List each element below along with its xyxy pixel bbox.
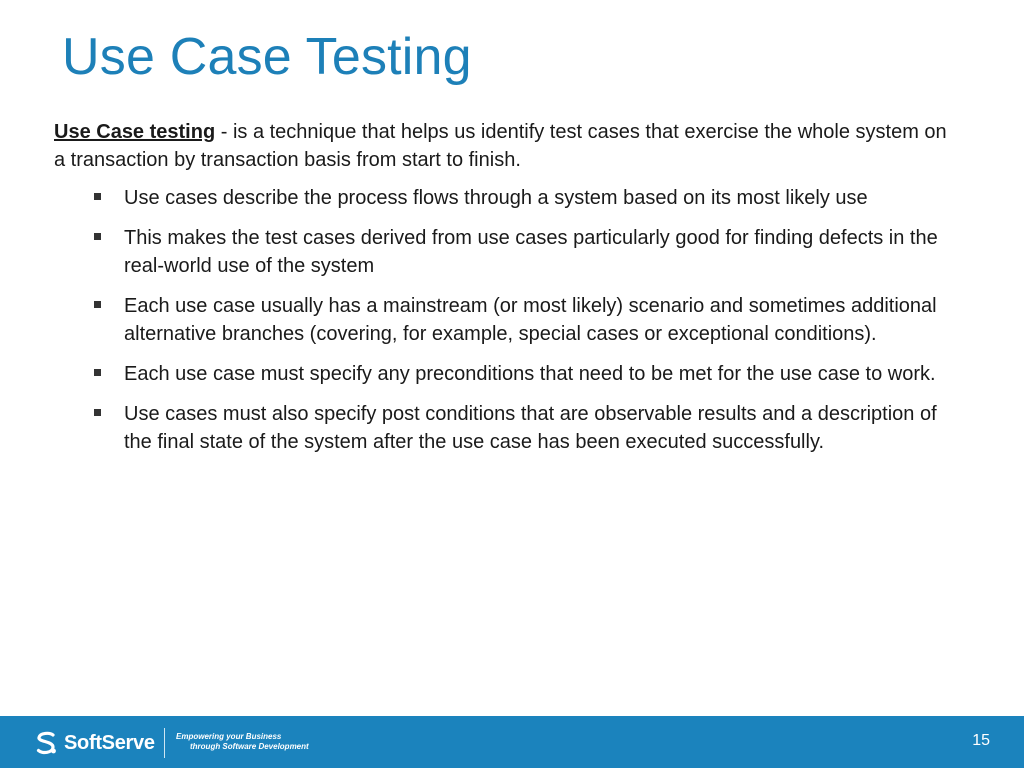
logo-divider <box>164 728 165 758</box>
square-bullet-icon <box>94 369 101 376</box>
tagline-line-2: through Software Development <box>190 742 309 751</box>
bullet-text: Each use case must specify any preconditions that need to be met for the use case to work. <box>124 363 936 385</box>
square-bullet-icon <box>94 301 101 308</box>
intro-text: - is a technique that helps us identify test cases that exercise the whole system on a transaction by transaction basis from start to finish. <box>54 121 947 171</box>
bullet-text: This makes the test cases derived from use cases particularly good for finding defects in the real-world use of the system <box>124 227 938 277</box>
list-item <box>54 184 954 212</box>
bullet-text: Each use case usually has a mainstream (or most likely) scenario and sometimes additional alternative branches (covering, for example, special cases or exceptional conditions). <box>124 295 937 345</box>
intro-term: Use Case testing <box>54 121 216 143</box>
bullet-text: Use cases must also specify post conditions that are observable results and a description of the final state of the system after the use case has been executed successfully. <box>124 403 937 453</box>
brand-name: SoftServe <box>64 731 155 754</box>
slide-content <box>54 118 954 468</box>
slide-title: Use Case Testing <box>62 28 472 86</box>
square-bullet-icon <box>94 233 101 240</box>
bullet-list <box>54 184 954 456</box>
list-item <box>54 292 954 348</box>
footer-bar <box>0 716 1024 768</box>
bullet-text: Use cases describe the process flows through a system based on its most likely use <box>124 187 868 209</box>
list-item <box>54 224 954 280</box>
list-item <box>54 360 954 388</box>
tagline-line-1: Empowering your Business <box>176 732 282 741</box>
square-bullet-icon <box>94 193 101 200</box>
company-logo <box>32 729 155 757</box>
square-bullet-icon <box>94 409 101 416</box>
softserve-logo-icon <box>32 729 60 757</box>
intro-paragraph <box>54 118 954 174</box>
page-number: 15 <box>972 732 990 749</box>
tagline <box>176 732 309 752</box>
list-item <box>54 400 954 456</box>
